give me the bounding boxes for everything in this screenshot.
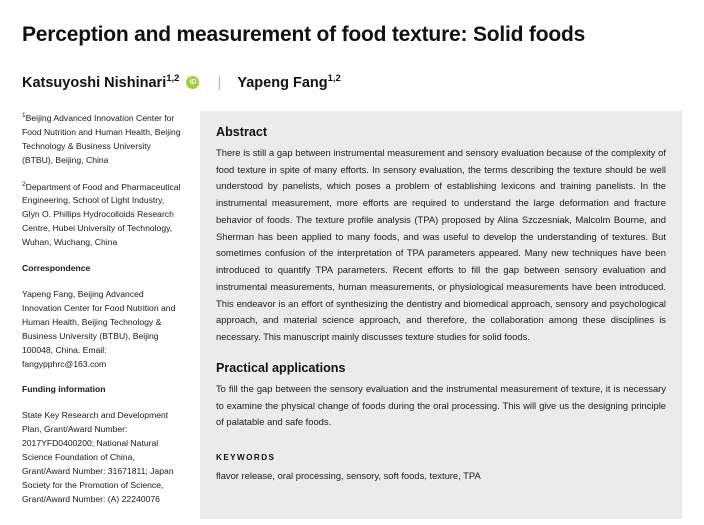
keywords-text: flavor release, oral processing, sensory, soft foods, texture, TPA <box>216 470 481 482</box>
keywords-heading: KEYWORDS <box>216 453 276 463</box>
affiliation-2-mark: 2 <box>22 180 26 188</box>
author-2-affil-marks: 1,2 <box>327 73 341 85</box>
author-1 <box>22 73 179 91</box>
correspondence-heading: Correspondence <box>22 263 91 274</box>
abstract-heading: Abstract <box>216 125 268 140</box>
author-1-name: Katsuyoshi Nishinari <box>22 75 167 92</box>
practical-applications-text: To fill the gap between the sensory evaluation and the instrumental measurement of texture, it is necessary to examine the physical change of foods during the oral processing. This will give us the designing principle of palatable and safe foods. <box>216 382 666 428</box>
abstract-text: There is still a gap between instrumental measurement and sensory evaluation because of the complexity of food texture in spite of many efforts. In sensory evaluation, the terms describing the texture should be well understood by panelists, which poses a problem of establishing lexicons and training panelists. In the instrumental measurement, more efforts are required to understand the large deformation and fracture behavior of foods. The texture profile analysis (TPA) proposed by Alina Szczesniak, Malcolm Bourne, and Sherman has been applied to many foods, and was useful to develop the understanding of textures. But sometimes confusion of the interpretation of TPA parameters appeared. Many new techniques have been introduced to quantify TPA parameters. Recent efforts to fill the gap between sensory evaluation and instrumental measurements, human measurements, or physiological measurements have been introduced. This endeavor is an effort of synthesizing the dentistry and biomedical approach, sensory and psychological approach, and material science approach, and therefore, the collaboration among these disciplines is necessary. This manuscript mainly discusses texture studies for solid foods. <box>216 147 666 343</box>
content-columns <box>22 111 682 519</box>
orcid-icon[interactable]: iD <box>186 76 199 89</box>
practical-applications-heading: Practical applications <box>216 360 346 375</box>
author-2 <box>237 73 340 91</box>
affiliation-1 <box>22 111 184 168</box>
page-title: Perception and measurement of food texture: Solid foods <box>22 23 586 46</box>
correspondence-text: Yapeng Fang, Beijing Advanced Innovation Center for Food Nutrition and Human Health, Beijing Technology & Business University (BTBU), Beijing 100048, China. Email: fangypphrc@163.com <box>22 288 176 369</box>
abstract-panel <box>200 111 682 519</box>
author-1-affil-marks: 1,2 <box>166 73 180 85</box>
funding-heading: Funding information <box>22 384 106 395</box>
author-2-name: Yapeng Fang <box>237 75 328 92</box>
affiliation-1-mark: 1 <box>22 112 26 120</box>
affiliation-2 <box>22 180 184 250</box>
affiliations-column <box>22 111 200 519</box>
funding-text: State Key Research and Development Plan, Grant/Award Number: 2017YFD0400200; National Natural Science Foundation of China, Grant/Award Number: 31671811; Japan Society for the Promotion of Science, Grant/Award Number: (A) 22240076 <box>22 410 174 504</box>
affiliation-1-text: Beijing Advanced Innovation Center for Food Nutrition and Human Health, Beijing Technology & Business University (BTBU), Beijing, China <box>22 112 181 165</box>
author-separator: | <box>217 73 222 91</box>
affiliation-2-text: Department of Food and Pharmaceutical Engineering, School of Light Industry, Glyn O. Phillips Hydrocolloids Research Centre, Hubei University of Technology, Wuhan, Wuchang, China <box>22 181 181 248</box>
author-list <box>22 73 682 91</box>
